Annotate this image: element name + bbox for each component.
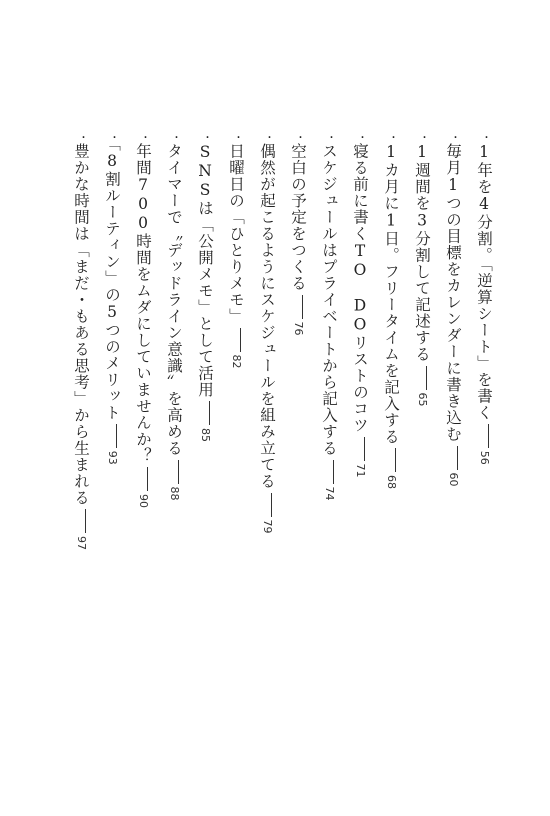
- toc-entry-title: 寝る前に書くTO DOリストのコツ: [351, 143, 369, 434]
- toc-entry-page: 74: [323, 486, 336, 501]
- toc-entry-page: 76: [292, 321, 305, 336]
- leader-rule: [209, 401, 210, 425]
- toc-entry: [438, 132, 469, 692]
- leader-rule: [488, 424, 489, 448]
- leader-rule: [364, 437, 365, 461]
- toc-entry-title: 豊かな時間は「まだ・もある思考」から生まれる: [72, 143, 90, 506]
- toc-entry: [283, 132, 314, 692]
- toc-entry: [221, 132, 252, 692]
- leader-rule: [333, 460, 334, 484]
- toc-entry-page: 82: [230, 354, 243, 369]
- toc-entry: [66, 132, 97, 692]
- bullet: ・: [448, 132, 459, 143]
- bullet: ・: [324, 132, 335, 143]
- leader-rule: [147, 467, 148, 491]
- toc-entry-title: 毎月1つの目標をカレンダーに書き込む: [444, 143, 462, 443]
- toc-entry-title: 1年を4分割。「逆算シート」を書く: [475, 143, 493, 421]
- toc-entry-title: 1週間を3分割して記述する: [413, 143, 431, 363]
- leader-rule: [302, 295, 303, 319]
- bullet: ・: [355, 132, 366, 143]
- toc-entry-page: 65: [416, 392, 429, 407]
- toc-entry-page: 79: [261, 519, 274, 534]
- bullet: ・: [169, 132, 180, 143]
- toc-entry-title: 「8割ルーティン」の5つのメリット: [103, 143, 121, 421]
- leader-rule: [178, 460, 179, 484]
- bullet: ・: [138, 132, 149, 143]
- toc-entry: [159, 132, 190, 692]
- bullet: ・: [107, 132, 118, 143]
- toc-entry-title: スケジュールはプライベートから記入する: [320, 143, 338, 457]
- leader-rule: [271, 493, 272, 517]
- toc-entry-title: 空白の予定をつくる: [289, 143, 307, 292]
- leader-rule: [116, 424, 117, 448]
- toc-entry: [376, 132, 407, 692]
- leader-rule: [395, 448, 396, 472]
- leader-rule: [426, 366, 427, 390]
- toc-entry-title: 日曜日の「ひとりメモ」: [227, 143, 245, 325]
- toc-entry-title: 偶然が起こるようにスケジュールを組み立てる: [258, 143, 276, 490]
- toc-entry-page: 90: [137, 494, 150, 508]
- toc-entry-page: 93: [106, 450, 119, 465]
- bullet: ・: [479, 132, 490, 143]
- toc-entry-page: 71: [354, 463, 367, 478]
- toc-entry: [252, 132, 283, 692]
- toc-entry-page: 97: [75, 536, 88, 550]
- toc-entry: [190, 132, 221, 692]
- toc-entry-title: 年間700時間をムダにしていませんか？: [134, 143, 152, 464]
- toc-entry-page: 88: [168, 486, 181, 501]
- toc-entry-page: 85: [199, 428, 212, 442]
- toc-entry-page: 56: [478, 450, 491, 465]
- bullet: ・: [417, 132, 428, 143]
- toc-entry: [469, 132, 500, 692]
- toc-entry-page: 60: [447, 472, 460, 487]
- toc-entry-page: 68: [385, 475, 398, 489]
- leader-rule: [240, 328, 241, 352]
- toc-entry: [407, 132, 438, 692]
- toc-entry-title: 1カ月に1日。フリータイムを記入する: [382, 143, 400, 445]
- table-of-contents: [66, 132, 500, 692]
- bullet: ・: [76, 132, 87, 143]
- bullet: ・: [262, 132, 273, 143]
- leader-rule: [85, 509, 86, 533]
- toc-entry: [314, 132, 345, 692]
- bullet: ・: [386, 132, 397, 143]
- toc-entry: [97, 132, 128, 692]
- bullet: ・: [293, 132, 304, 143]
- bullet: ・: [200, 132, 211, 143]
- toc-entry-title: SNSは「公開メモ」として活用: [196, 143, 214, 398]
- bullet: ・: [231, 132, 242, 143]
- toc-entry: [128, 132, 159, 692]
- leader-rule: [457, 446, 458, 470]
- toc-entry-title: タイマーで〝デッドライン意識〟を高める: [165, 143, 183, 457]
- toc-entry: [345, 132, 376, 692]
